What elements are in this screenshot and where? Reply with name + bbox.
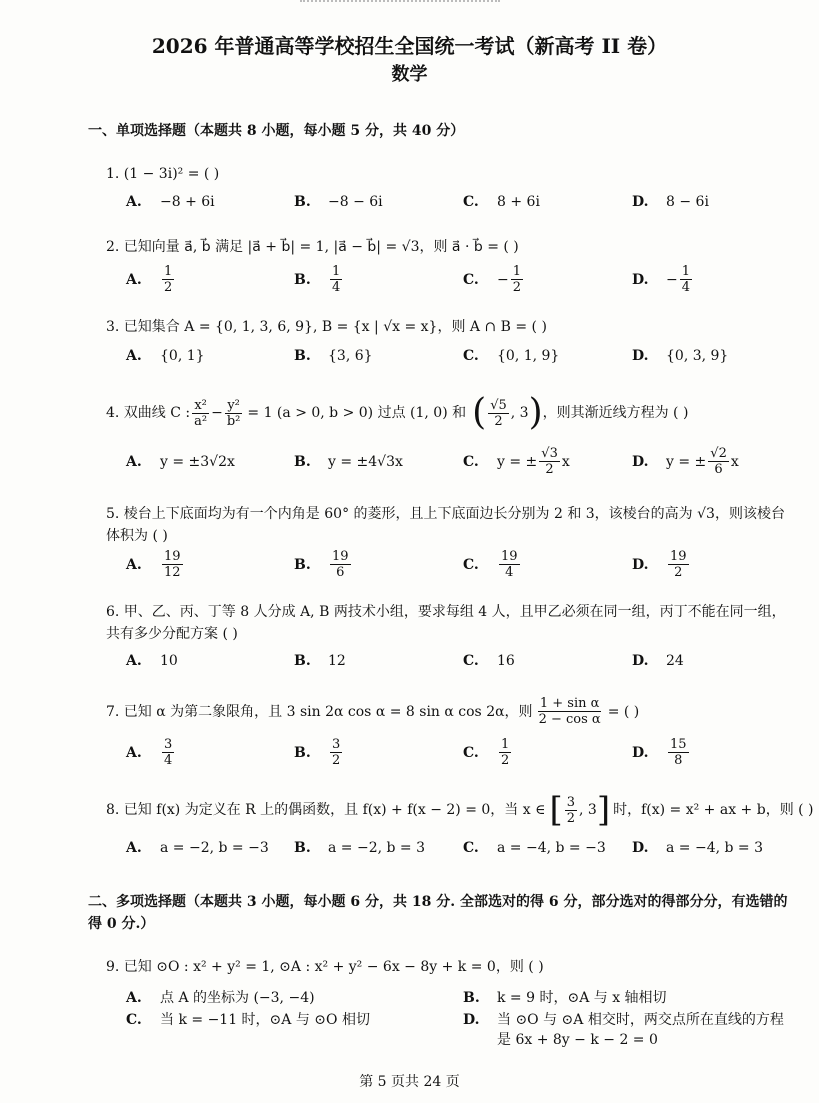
option-label: C.: [463, 744, 479, 761]
question-6-options: [0, 645, 819, 685]
numerator: x²: [194, 397, 207, 413]
scan-mark: [300, 0, 500, 8]
option-text: a = −2, b = 3: [328, 840, 426, 856]
fraction: [162, 549, 183, 580]
fraction: [565, 795, 577, 826]
fraction: [225, 398, 243, 429]
denominator: 2: [512, 280, 522, 295]
option-label: A.: [126, 348, 142, 364]
interval-rest: , 3: [579, 802, 597, 818]
numerator: 1 + sin α: [539, 696, 600, 711]
paren-open: (: [472, 392, 487, 433]
q4-stem-part: = 1 (a > 0, b > 0) 过点 (1, 0) 和: [247, 405, 467, 421]
question-3-stem: 3. 已知集合 A = {0, 1, 3, 6, 9}, B = {x | √x = x}，则 A ∩ B = ( ): [106, 319, 547, 335]
option-d: [632, 549, 691, 580]
numerator: y²: [227, 397, 240, 413]
option-label: C.: [463, 556, 479, 573]
option-text: 点 A 的坐标为 (−3, −4): [160, 990, 315, 1006]
section-2-heading: 二、多项选择题（本题共 3 小题，每小题 6 分，共 18 分. 全部选对的得 6 分，部分选对的得部分分，有选错的得 0 分.）: [88, 894, 788, 932]
question-4-stem: [106, 392, 689, 433]
denominator: b²: [226, 413, 241, 429]
subject-title: 数学: [391, 64, 428, 85]
option-text: {3, 6}: [328, 348, 373, 364]
option-text: k = 9 时，⊙A 与 x 轴相切: [497, 990, 667, 1006]
question-5-stem: 5. 棱台上下底面均为有一个内角是 60° 的菱形，且上下底面边长分别为 2 和 3，该棱台的高为 √3，则该棱台体积为 ( ): [106, 506, 785, 544]
option-text: y = ±3√2x: [160, 454, 235, 470]
option-a: [126, 988, 315, 1008]
fraction: [499, 549, 520, 580]
option-c: [126, 1010, 370, 1030]
option-a: [126, 348, 205, 364]
option-text: 8 − 6i: [666, 194, 709, 210]
option-text: {0, 3, 9}: [666, 348, 729, 364]
option-d: [632, 840, 763, 856]
page-title: 2026 年普通高等学校招生全国统一考试（新高考 II 卷）: [151, 34, 668, 58]
fraction: [499, 737, 511, 768]
numerator: 1: [332, 264, 341, 279]
paren-close: ): [528, 392, 543, 433]
option-text: 8 + 6i: [497, 194, 540, 210]
option-b: [294, 454, 403, 470]
denominator: 6: [714, 462, 723, 477]
option-c: [463, 549, 522, 580]
option-d: [632, 194, 709, 210]
question-4-options: [0, 446, 819, 486]
fraction: [330, 549, 351, 580]
option-label: B.: [294, 271, 311, 288]
option-label: B.: [463, 990, 480, 1006]
question-6-stem: 6. 甲、乙、丙、丁等 8 人分成 A, B 两技术小组，要求每组 4 人，且甲乙必须在同一组，丙丁不能在同一组，共有多少分配方案 ( ): [106, 604, 786, 642]
fraction: [162, 737, 174, 768]
bracket-open: [: [549, 790, 563, 830]
option-label: A.: [126, 271, 142, 288]
option-label: D.: [632, 348, 649, 364]
numerator: 15: [670, 737, 687, 752]
numerator: 1: [512, 264, 522, 279]
option-a: [126, 653, 178, 669]
option-c: [463, 194, 540, 210]
question-7-options: [0, 737, 819, 777]
question-8-stem: [106, 790, 814, 830]
question-2-options: [0, 262, 819, 302]
denominator: 2: [501, 753, 510, 768]
option-d: [463, 1010, 784, 1030]
option-a: [126, 194, 215, 210]
option-text: 24: [666, 653, 684, 669]
option-label: B.: [294, 454, 311, 470]
option-sign: −: [666, 271, 678, 288]
option-prefix: y = ±: [666, 453, 707, 470]
option-label: D.: [463, 1012, 480, 1028]
option-label: C.: [463, 453, 479, 470]
option-text: 12: [328, 653, 346, 669]
denominator: a²: [194, 413, 208, 429]
option-label: C.: [463, 840, 479, 856]
option-label: B.: [294, 348, 311, 364]
numerator: 19: [670, 549, 687, 564]
fraction: [488, 398, 509, 429]
option-label: A.: [126, 194, 142, 210]
numerator: 1: [164, 264, 173, 279]
question-7-stem: [106, 696, 639, 727]
denominator: 2: [674, 565, 683, 580]
option-d: [632, 653, 684, 669]
numerator: 1: [681, 264, 691, 279]
option-b: [463, 988, 667, 1008]
option-label: A.: [126, 840, 142, 856]
question-8-options: [0, 834, 819, 874]
numerator: √2: [710, 446, 727, 461]
fraction: [708, 446, 729, 477]
q4-stem-part: ，则其渐近线方程为 ( ): [542, 405, 689, 421]
option-d-line-2: 是 6x + 8y − k − 2 = 0: [497, 1032, 658, 1048]
q4-stem-part: 4. 双曲线 C :: [106, 405, 191, 421]
question-3-options: [0, 340, 819, 380]
numerator: 19: [164, 549, 181, 564]
option-a: [126, 840, 269, 856]
option-text: 当 k = −11 时，⊙A 与 ⊙O 相切: [160, 1012, 370, 1028]
option-text: 16: [497, 653, 515, 669]
option-b: [294, 653, 346, 669]
option-a: [126, 454, 235, 470]
option-b: [294, 737, 344, 768]
numerator: 3: [164, 737, 173, 752]
option-text: a = −4, b = 3: [666, 840, 764, 856]
option-label: D.: [632, 556, 649, 573]
option-sign: −: [497, 271, 509, 288]
q7-stem-part: = ( ): [607, 703, 640, 720]
fraction: [330, 737, 342, 768]
option-label: C.: [463, 653, 479, 669]
option-c: [463, 737, 513, 768]
question-2-stem: 2. 已知向量 a⃗, b⃗ 满足 |a⃗ + b⃗| = 1, |a⃗ − b⃗| = √3，则 a⃗ · b⃗ = ( ): [106, 239, 519, 255]
denominator: 2: [566, 810, 576, 826]
option-label: A.: [126, 744, 142, 761]
option-b: [294, 549, 353, 580]
point-rest: , 3: [510, 405, 529, 421]
option-text: a = −4, b = −3: [497, 840, 606, 856]
fraction: [668, 549, 689, 580]
question-1-stem: 1. (1 − 3i)² = ( ): [106, 166, 220, 182]
denominator: 2: [494, 413, 503, 429]
section-1-heading: 一、单项选择题（本题共 8 小题，每小题 5 分，共 40 分）: [88, 123, 465, 139]
option-label: D.: [632, 271, 649, 288]
option-a: [126, 549, 185, 580]
fraction: [668, 737, 689, 768]
bracket-close: ]: [596, 790, 611, 830]
option-label: B.: [294, 194, 311, 210]
option-label: C.: [463, 194, 479, 210]
question-9-stem: 9. 已知 ⊙O : x² + y² = 1, ⊙A : x² + y² − 6x − 8y + k = 0，则 ( ): [106, 959, 544, 975]
option-text: {0, 1}: [160, 348, 205, 364]
option-label: A.: [126, 990, 142, 1006]
option-c: [463, 840, 606, 856]
option-label: A.: [126, 653, 142, 669]
option-text: y = ±4√3x: [328, 454, 403, 470]
denominator: 4: [164, 753, 173, 768]
option-d: [632, 264, 694, 295]
numerator: √5: [490, 397, 507, 413]
numerator: 3: [566, 794, 576, 810]
denominator: 12: [164, 565, 181, 580]
denominator: 6: [336, 565, 345, 580]
option-text: 当 ⊙O 与 ⊙A 相交时，两交点所在直线的方程: [497, 1012, 784, 1028]
option-c: [463, 446, 570, 477]
option-label: D.: [632, 453, 649, 470]
option-c: [463, 264, 525, 295]
option-label: D.: [632, 840, 649, 856]
option-label: A.: [126, 556, 142, 573]
option-text: a = −2, b = −3: [160, 840, 269, 856]
option-a: [126, 264, 176, 295]
denominator: 2: [545, 462, 554, 477]
fraction: [537, 696, 603, 727]
option-label: B.: [294, 653, 311, 669]
option-text: −8 − 6i: [328, 194, 383, 210]
numerator: 19: [501, 549, 518, 564]
option-suffix: x: [561, 453, 570, 470]
question-5-options: [0, 549, 819, 589]
denominator: 8: [674, 753, 683, 768]
denominator: 2: [164, 280, 173, 295]
fraction: [330, 264, 342, 295]
denominator: 4: [681, 280, 691, 295]
denominator: 2 − cos α: [538, 712, 601, 727]
option-b: [294, 194, 383, 210]
option-text: {0, 1, 9}: [497, 348, 560, 364]
q8-stem-part: 时，f(x) = x² + ax + b，则 ( ): [613, 802, 814, 818]
option-label: C.: [463, 348, 479, 364]
option-b: [294, 264, 344, 295]
numerator: 19: [332, 549, 349, 564]
q7-stem-part: 7. 已知 α 为第二象限角，且 3 sin 2α cos α = 8 sin α cos 2α，则: [106, 703, 533, 720]
page-number: 第 5 页共 24 页: [359, 1074, 460, 1090]
option-label: C.: [126, 1012, 142, 1028]
option-label: A.: [126, 454, 142, 470]
denominator: 4: [505, 565, 514, 580]
fraction: [162, 264, 174, 295]
option-label: D.: [632, 653, 649, 669]
fraction: [680, 264, 692, 295]
option-prefix: y = ±: [497, 453, 538, 470]
option-label: C.: [463, 271, 479, 288]
option-text: −8 + 6i: [160, 194, 215, 210]
option-text: 10: [160, 653, 178, 669]
option-suffix: x: [730, 453, 739, 470]
question-1-options: [0, 186, 819, 226]
fraction: [511, 264, 523, 295]
fraction: [539, 446, 560, 477]
q8-stem-part: 8. 已知 f(x) 为定义在 R 上的偶函数，且 f(x) + f(x − 2) = 0，当 x ∈: [106, 802, 546, 818]
denominator: 4: [332, 280, 341, 295]
option-label: B.: [294, 840, 311, 856]
numerator: √3: [541, 446, 558, 461]
numerator: 3: [332, 737, 341, 752]
option-label: B.: [294, 556, 311, 573]
numerator: 1: [501, 737, 510, 752]
option-label: B.: [294, 744, 311, 761]
option-a: [126, 737, 176, 768]
option-d: [632, 737, 691, 768]
option-b: [294, 840, 425, 856]
denominator: 2: [332, 753, 341, 768]
option-label: D.: [632, 194, 649, 210]
option-label: D.: [632, 744, 649, 761]
minus-sign: −: [211, 405, 223, 421]
option-d: [632, 446, 739, 477]
fraction: [192, 398, 209, 429]
option-b: [294, 348, 373, 364]
option-c: [463, 653, 515, 669]
option-d: [632, 348, 728, 364]
option-c: [463, 348, 559, 364]
